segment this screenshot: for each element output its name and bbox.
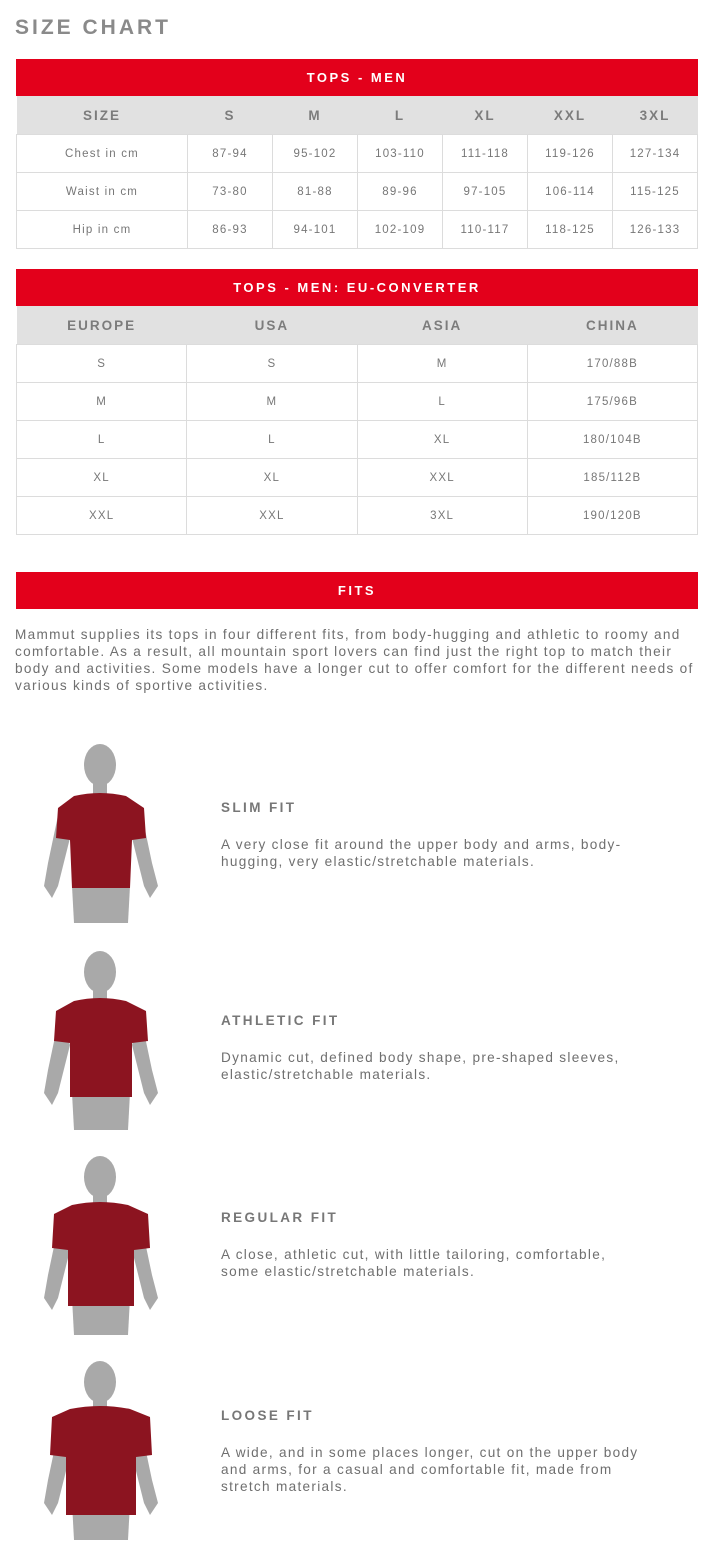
- table-row: [17, 459, 698, 497]
- table-cell: M: [17, 383, 187, 421]
- table-cell: S: [187, 345, 357, 383]
- table-row: [17, 173, 698, 211]
- table-cell: 180/104B: [527, 421, 697, 459]
- fit-description: A wide, and in some places longer, cut on the upper body and arms, for a casual and comfortable fit, made from stretch materials.: [221, 1445, 639, 1494]
- athletic-fit-figure-icon: [40, 945, 164, 1130]
- table-cell: 126-133: [613, 211, 698, 249]
- fit-name: LOOSE FIT: [221, 1408, 314, 1423]
- table-header-row: [17, 96, 698, 135]
- regular-fit-figure-icon: [40, 1150, 164, 1335]
- table-cell: 102-109: [358, 211, 443, 249]
- table-cell: 89-96: [358, 173, 443, 211]
- table-cell: 111-118: [443, 135, 528, 173]
- table-cell: 95-102: [273, 135, 358, 173]
- column-header: ASIA: [357, 306, 527, 345]
- table-cell: 110-117: [443, 211, 528, 249]
- table-row: [17, 135, 698, 173]
- column-header: CHINA: [527, 306, 697, 345]
- fit-description: Dynamic cut, defined body shape, pre-shaped sleeves, elastic/stretchable materials.: [221, 1050, 620, 1082]
- fit-description: A close, athletic cut, with little tailoring, comfortable, some elastic/stretchable materials.: [221, 1247, 607, 1279]
- table-cell: XXL: [357, 459, 527, 497]
- table-cell: L: [187, 421, 357, 459]
- table-cell: XL: [357, 421, 527, 459]
- tops-men-heading: TOPS - MEN: [16, 59, 698, 96]
- column-header: XXL: [528, 96, 613, 135]
- fits-heading: FITS: [16, 572, 698, 609]
- table-cell: 170/88B: [527, 345, 697, 383]
- table-cell: 94-101: [273, 211, 358, 249]
- fit-name: SLIM FIT: [221, 800, 297, 815]
- fit-name: ATHLETIC FIT: [221, 1013, 340, 1028]
- table-cell: 86-93: [188, 211, 273, 249]
- table-cell: XXL: [187, 497, 357, 535]
- fits-intro: Mammut supplies its tops in four different fits, from body-hugging and athletic to roomy and comfortable. As a result, all mountain sport lovers can find just the right top to match their body and activities. Some models have a longer cut to offer comfort for the different needs of various kinds of sportive activities.: [15, 627, 694, 693]
- table-cell: 106-114: [528, 173, 613, 211]
- table-header-row: [17, 306, 698, 345]
- table-cell: 87-94: [188, 135, 273, 173]
- table-cell: XL: [187, 459, 357, 497]
- column-header: L: [358, 96, 443, 135]
- fit-name: REGULAR FIT: [221, 1210, 339, 1225]
- table-row: [17, 421, 698, 459]
- table-cell: 175/96B: [527, 383, 697, 421]
- column-header: USA: [187, 306, 357, 345]
- table-row: [17, 383, 698, 421]
- table-cell: 3XL: [357, 497, 527, 535]
- column-header: S: [188, 96, 273, 135]
- table-cell: 97-105: [443, 173, 528, 211]
- slim-fit-figure-icon: [40, 738, 164, 923]
- table-cell: XXL: [17, 497, 187, 535]
- eu-converter-section: [16, 269, 698, 535]
- fits-section: [16, 572, 698, 609]
- column-header: EUROPE: [17, 306, 187, 345]
- fit-item-slim: [0, 738, 704, 928]
- table-cell: 185/112B: [527, 459, 697, 497]
- table-cell: 73-80: [188, 173, 273, 211]
- table-cell: 190/120B: [527, 497, 697, 535]
- fit-item-athletic: [0, 945, 704, 1135]
- table-cell: 118-125: [528, 211, 613, 249]
- table-row: [17, 211, 698, 249]
- row-label: Chest in cm: [17, 135, 188, 173]
- column-header: XL: [443, 96, 528, 135]
- table-cell: M: [357, 345, 527, 383]
- page-title: SIZE CHART: [15, 16, 171, 39]
- table-cell: 103-110: [358, 135, 443, 173]
- table-cell: 115-125: [613, 173, 698, 211]
- row-label: Hip in cm: [17, 211, 188, 249]
- table-cell: M: [187, 383, 357, 421]
- table-row: [17, 497, 698, 535]
- tops-men-table: [16, 96, 698, 249]
- table-cell: S: [17, 345, 187, 383]
- tops-men-section: [16, 59, 698, 249]
- table-cell: 81-88: [273, 173, 358, 211]
- eu-converter-heading: TOPS - MEN: EU-CONVERTER: [16, 269, 698, 306]
- fit-item-regular: [0, 1150, 704, 1340]
- fit-description: A very close fit around the upper body and arms, body-hugging, very elastic/stretchable materials.: [221, 837, 622, 869]
- column-header: M: [273, 96, 358, 135]
- table-cell: XL: [17, 459, 187, 497]
- table-cell: L: [17, 421, 187, 459]
- eu-converter-table: [16, 306, 698, 535]
- column-header: 3XL: [613, 96, 698, 135]
- row-label: Waist in cm: [17, 173, 188, 211]
- column-header: SIZE: [17, 96, 188, 135]
- table-cell: 119-126: [528, 135, 613, 173]
- loose-fit-figure-icon: [40, 1355, 164, 1540]
- table-cell: L: [357, 383, 527, 421]
- fit-item-loose: [0, 1355, 704, 1545]
- table-cell: 127-134: [613, 135, 698, 173]
- table-row: [17, 345, 698, 383]
